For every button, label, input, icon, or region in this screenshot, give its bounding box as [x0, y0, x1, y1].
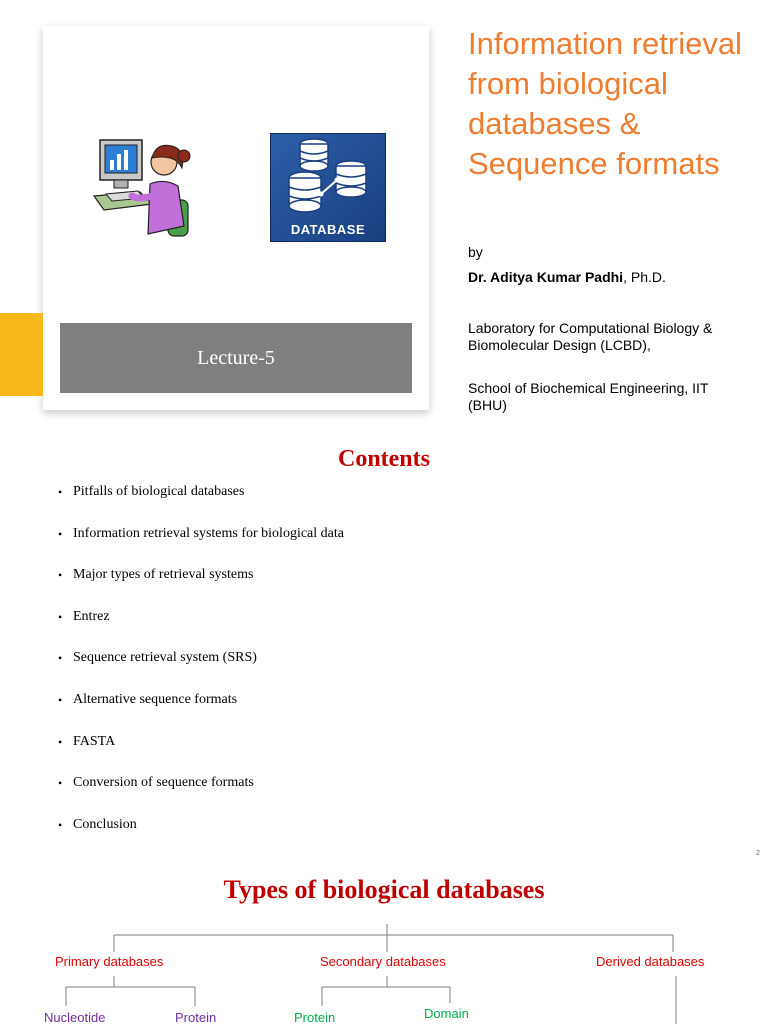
lecture-label: Lecture-5: [60, 323, 412, 393]
types-title: Types of biological databases: [223, 875, 545, 904]
database-icon: [271, 134, 385, 222]
accent-bar: [0, 313, 43, 396]
contents-item: • Conversion of sequence formats: [58, 773, 344, 815]
contents-item: • Information retrieval systems for biological data: [58, 524, 344, 566]
contents-title: Contents: [337, 446, 430, 472]
database-logo: [270, 133, 386, 242]
contents-item: • Sequence retrieval system (SRS): [58, 648, 344, 690]
node-protein-secondary: Protein: [294, 1010, 336, 1025]
computer-user-illustration: [92, 134, 196, 238]
contents-item: • Major types of retrieval systems: [58, 565, 344, 607]
page-number: 2: [756, 850, 760, 857]
node-nucleotide: Nucleotide: [44, 1010, 106, 1025]
author-name: Dr. Aditya Kumar Padhi: [468, 269, 624, 285]
affiliation-school: School of Biochemical Engineering, IIT (BHU): [468, 380, 709, 413]
database-logo-label: DATABASE: [290, 222, 366, 237]
contents-item: • Alternative sequence formats: [58, 690, 344, 732]
contents-item: • Entrez: [58, 607, 344, 649]
author-degree: , Ph.D.: [623, 269, 666, 285]
node-protein-primary: Protein: [175, 1010, 217, 1025]
contents-list: [58, 482, 344, 856]
contents-slide: [0, 430, 768, 860]
node-primary-databases: Primary databases: [55, 954, 164, 969]
contents-item: • Pitfalls of biological databases: [58, 482, 344, 524]
title-slide: [0, 0, 768, 430]
database-types-slide: [0, 860, 768, 1024]
contents-item: • FASTA: [58, 732, 344, 774]
node-derived-databases: Derived databases: [596, 954, 705, 969]
contents-item: • Conclusion: [58, 815, 344, 857]
tree-connectors: [0, 860, 768, 1024]
node-domain: Domain: [424, 1006, 469, 1021]
by-label: by: [468, 244, 483, 260]
affiliation-lab: Laboratory for Computational Biology & Biomolecular Design (LCBD),: [468, 320, 713, 353]
slide-title: Information retrieval from biological databases & Sequence formats: [468, 26, 742, 181]
node-secondary-databases: Secondary databases: [320, 954, 446, 969]
author-line: [468, 269, 666, 285]
